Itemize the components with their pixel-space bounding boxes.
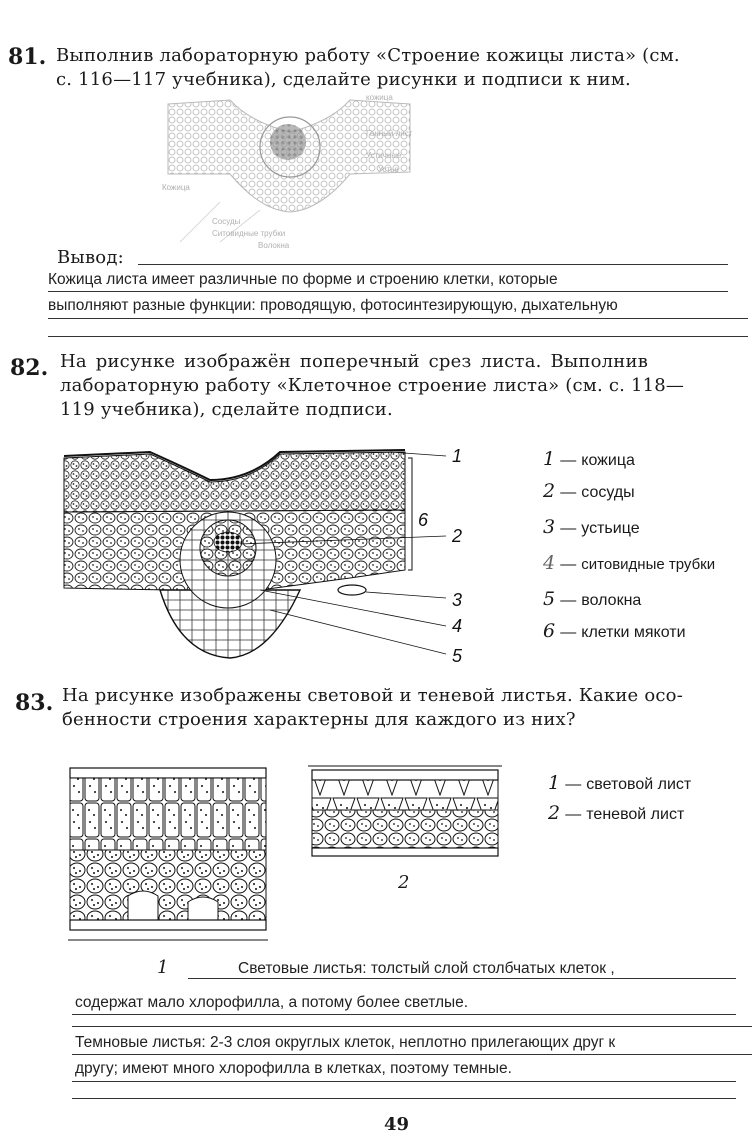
figure-2-label: 2 — [398, 872, 410, 893]
task-82-text-line2: лабораторную работу «Клеточное строение листа» (см. с. 118— — [60, 375, 685, 396]
legend-dash: — — [560, 592, 577, 609]
callout-2: 2 — [452, 526, 463, 546]
conclusion-label: Вывод: — [57, 247, 124, 268]
shade-leaf-figure — [308, 762, 502, 864]
legend-number: 5 — [543, 588, 556, 610]
legend-text: теневой лист — [586, 806, 685, 823]
legend-item — [543, 620, 686, 642]
legend-text: устьице — [581, 520, 640, 537]
legend-text: клетки мякоти — [581, 624, 686, 641]
page-number: 49 — [384, 1114, 410, 1135]
callout-3: 3 — [452, 590, 463, 610]
legend-text: ситовидные трубки — [581, 556, 716, 573]
legend-number: 2 — [543, 480, 556, 502]
task-83-answer-line1: Световые листья: толстый слой столбчатых клеток , — [238, 960, 615, 977]
answer-line — [48, 291, 728, 292]
task-81-figure-label: Кожица — [162, 183, 190, 192]
legend-number: 6 — [543, 620, 556, 642]
legend-number: 4 — [543, 552, 556, 574]
legend-dash: — — [560, 624, 577, 641]
task-81-figure-label: Ситовидные трубки — [212, 229, 286, 238]
legend-dash: — — [560, 556, 577, 573]
answer-line — [72, 1014, 736, 1015]
legend-dash: — — [560, 452, 577, 469]
answer-line — [72, 1081, 736, 1082]
callout-1: 1 — [452, 446, 463, 466]
answer-line — [72, 1098, 736, 1099]
callout-6: 6 — [418, 510, 429, 530]
task-83-answer-line2: содержат мало хлорофилла, а потому более светлые. — [75, 994, 469, 1011]
task-83-number: 83. — [15, 690, 54, 716]
task-81-text-line1: Выполнив лабораторную работу «Строение кожицы листа» (см. — [56, 45, 680, 66]
legend-dash: — — [560, 484, 577, 501]
answer-line — [48, 318, 748, 319]
legend-number: 1 — [548, 772, 561, 794]
task-81-figure-label: Волокна — [258, 241, 290, 250]
task-82-text-line1: На рисунке изображён поперечный срез листа. Выполнив — [60, 351, 649, 372]
callout-4: 4 — [452, 616, 463, 636]
task-83-answer-line4: другу; имеют много хлорофилла в клетках, поэтому темные. — [75, 1060, 512, 1077]
task-81-figure-label: Устичные — [366, 151, 402, 160]
answer-line — [188, 978, 736, 979]
task-83-text-line1: На рисунке изображены световой и теневой листья. Какие осо- — [62, 685, 683, 706]
legend-dash: — — [565, 776, 582, 793]
legend-number: 3 — [543, 516, 556, 538]
task-81-number: 81. — [8, 44, 47, 70]
legend-dash: — — [565, 806, 582, 823]
legend-dash: — — [560, 520, 577, 537]
legend-text: волокна — [581, 592, 642, 609]
callout-5: 5 — [452, 646, 463, 666]
task-82-number: 82. — [10, 355, 49, 381]
answer-line — [72, 1054, 752, 1055]
task-82-leaf-cross-section — [60, 440, 480, 670]
sun-leaf-figure — [68, 766, 270, 952]
legend-item — [543, 480, 635, 502]
task-81-answer-line1: Кожица листа имеет различные по форме и строению клетки, которые — [48, 271, 558, 288]
answer-line — [48, 336, 748, 337]
legend-text: сосуды — [581, 484, 635, 501]
legend-item — [543, 588, 641, 610]
task-81-text-line2: с. 116—117 учебника), сделайте рисунки и подписи к ним. — [56, 69, 631, 90]
task-83-text-line2: бенности строения характерны для каждого из них? — [62, 709, 576, 730]
task-81-figure-label: Сосуды — [212, 217, 241, 226]
legend-item — [548, 802, 684, 824]
legend-text: световой лист — [586, 776, 692, 793]
legend-item — [548, 772, 691, 794]
legend-item — [543, 448, 635, 470]
task-81-answer-line2: выполняют разные функции: проводящую, фотосинтезирующую, дыхательную — [48, 297, 618, 314]
task-81-figure-label: Ганный лист — [366, 129, 413, 138]
task-81-figure-label: кожица — [366, 93, 393, 102]
answer-line — [72, 1026, 752, 1027]
task-82-text-line3: 119 учебника), сделайте подписи. — [60, 399, 393, 420]
legend-item — [543, 552, 715, 574]
figure-1-label: 1 — [157, 957, 169, 978]
answer-line — [138, 264, 728, 265]
task-83-answer-line3: Темновые листья: 2-3 слоя округлых клеток, неплотно прилегающих друг к — [75, 1034, 616, 1051]
legend-item — [543, 516, 640, 538]
legend-number: 2 — [548, 802, 561, 824]
task-81-leaf-section-figure — [160, 92, 420, 252]
legend-text: кожица — [581, 452, 635, 469]
legend-number: 1 — [543, 448, 556, 470]
task-81-figure-label: Устье — [378, 165, 399, 174]
